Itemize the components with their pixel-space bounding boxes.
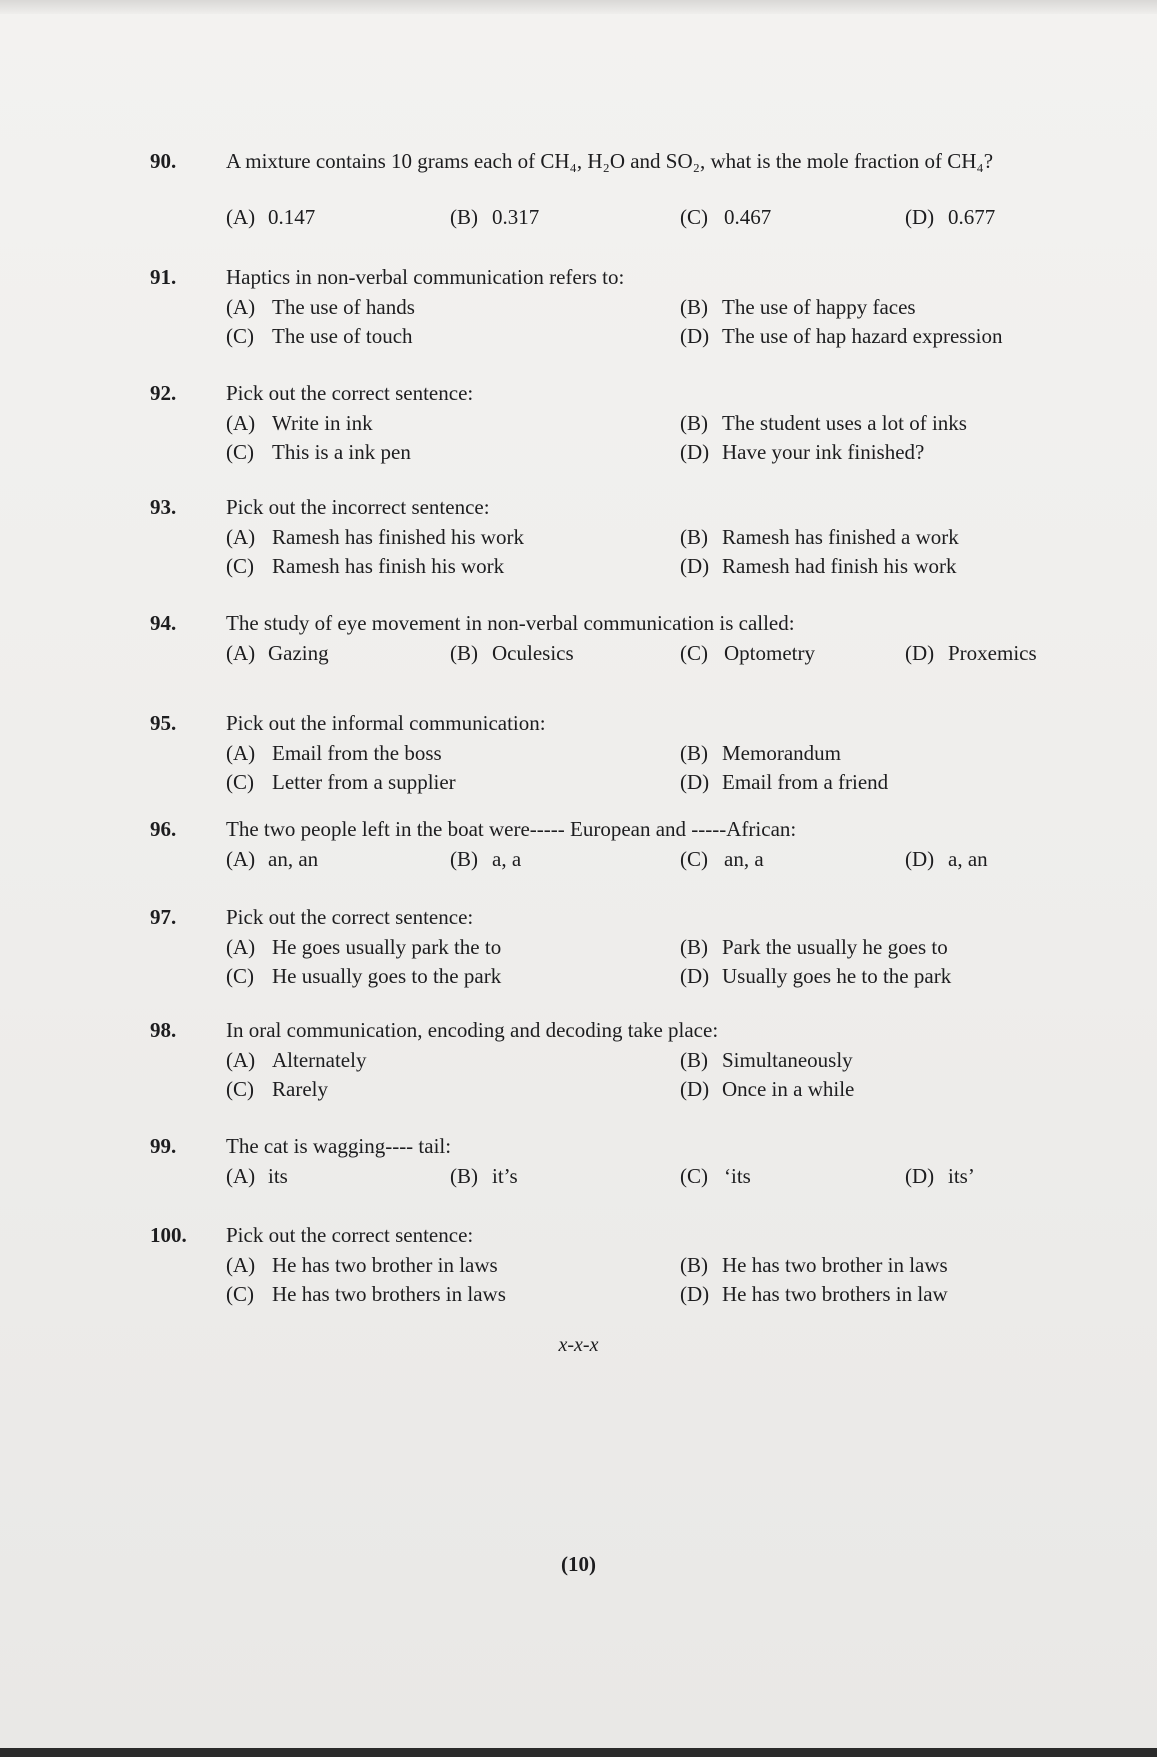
question-text: The study of eye movement in non-verbal communication is called: [226,611,795,635]
option-text: Once in a while [722,1077,855,1101]
option-label: (C) [226,324,254,348]
question-text: Pick out the incorrect sentence: [226,495,490,519]
option-text: its’ [948,1164,975,1188]
option-label: (D) [680,554,710,578]
question-number: 90. [150,149,177,173]
option-text: The use of hap hazard expression [722,324,1003,348]
question-text: The cat is wagging---- tail: [226,1134,452,1158]
option-label: (A) [226,741,256,765]
option-label: (C) [226,1077,254,1101]
option-text: The use of hands [272,295,415,319]
option-label: (A) [226,935,256,959]
question-number: 99. [150,1134,177,1158]
question-number: 98. [150,1018,177,1042]
option-text: Email from the boss [272,741,442,765]
option-label: (D) [680,1282,710,1306]
option-text: Ramesh had finish his work [722,554,957,578]
option-text: Have your ink finished? [722,440,925,464]
option-text: Optometry [724,641,815,665]
option-label: (A) [226,1164,256,1188]
option-label: (A) [226,1048,256,1072]
question-number: 94. [150,611,177,635]
option-label: (D) [680,1077,710,1101]
question-number: 91. [150,265,177,289]
option-label: (D) [905,847,935,871]
option-text: He has two brothers in laws [272,1282,506,1306]
option-label: (C) [680,1164,708,1188]
option-text: 0.677 [948,205,996,229]
option-text: This is a ink pen [272,440,411,464]
option-text: Park the usually he goes to [722,935,948,959]
page-number: (10) [561,1552,596,1576]
option-text: Oculesics [492,641,574,665]
question-text: In oral communication, encoding and decoding take place: [226,1018,719,1042]
option-text: Rarely [272,1077,328,1101]
question-number: 92. [150,381,177,405]
question-text: A mixture contains 10 grams each of CH₄, H₂O and SO₂, what is the mole fraction of CH₄? [226,149,994,173]
option-text: an, a [724,847,764,871]
option-label: (D) [905,205,935,229]
option-label: (B) [680,741,708,765]
option-label: (C) [226,1282,254,1306]
option-text: Memorandum [722,741,841,765]
option-label: (B) [680,935,708,959]
option-text: He usually goes to the park [272,964,502,988]
option-text: Ramesh has finish his work [272,554,505,578]
option-label: (C) [680,205,708,229]
option-label: (A) [226,525,256,549]
option-text: The student uses a lot of inks [722,411,967,435]
option-text: He has two brother in laws [722,1253,948,1277]
option-text: Letter from a supplier [272,770,456,794]
option-text: a, an [948,847,988,871]
question-text: Pick out the correct sentence: [226,381,474,405]
option-text: Ramesh has finished his work [272,525,524,549]
scan-bottom-edge [0,1748,1157,1757]
question-text: Pick out the informal communication: [226,711,546,735]
option-label: (A) [226,847,256,871]
option-text: He has two brothers in law [722,1282,948,1306]
option-text: He has two brother in laws [272,1253,498,1277]
question-number: 97. [150,905,177,929]
option-label: (B) [680,525,708,549]
option-text: 0.317 [492,205,540,229]
option-label: (A) [226,641,256,665]
option-label: (C) [680,641,708,665]
question-text: Pick out the correct sentence: [226,905,474,929]
option-text: a, a [492,847,522,871]
option-label: (A) [226,205,256,229]
option-label: (B) [680,295,708,319]
option-text: Write in ink [272,411,373,435]
option-text: Proxemics [948,641,1037,665]
question-number: 93. [150,495,177,519]
option-label: (A) [226,1253,256,1277]
option-text: The use of touch [272,324,413,348]
option-label: (D) [680,964,710,988]
option-label: (C) [226,770,254,794]
option-label: (B) [680,411,708,435]
option-text: Simultaneously [722,1048,853,1072]
scan-top-edge [0,0,1157,14]
option-label: (D) [905,1164,935,1188]
question-number: 95. [150,711,177,735]
option-label: (B) [680,1253,708,1277]
end-mark: x-x-x [558,1334,599,1356]
option-text: 0.147 [268,205,316,229]
option-text: an, an [268,847,319,871]
option-label: (C) [680,847,708,871]
option-text: Ramesh has finished a work [722,525,959,549]
option-text: its [268,1164,288,1188]
option-label: (B) [680,1048,708,1072]
question-text: Pick out the correct sentence: [226,1223,474,1247]
question-number: 100. [150,1223,187,1247]
option-text: He goes usually park the to [272,935,502,959]
option-label: (D) [680,440,710,464]
option-text: Email from a friend [722,770,889,794]
option-text: Alternately [272,1048,367,1072]
question-text: Haptics in non-verbal communication refers to: [226,265,625,289]
option-label: (D) [905,641,935,665]
option-text: 0.467 [724,205,772,229]
option-text: ‘its [724,1164,751,1188]
option-text: Usually goes he to the park [722,964,952,988]
option-label: (C) [226,554,254,578]
option-text: Gazing [268,641,329,665]
option-text: it’s [492,1164,518,1188]
option-label: (B) [450,1164,478,1188]
option-text: The use of happy faces [722,295,916,319]
option-label: (B) [450,205,478,229]
option-label: (B) [450,641,478,665]
option-label: (C) [226,964,254,988]
option-label: (A) [226,295,256,319]
option-label: (B) [450,847,478,871]
question-number: 96. [150,817,177,841]
option-label: (D) [680,770,710,794]
option-label: (D) [680,324,710,348]
option-label: (A) [226,411,256,435]
option-label: (C) [226,440,254,464]
question-text: The two people left in the boat were----- European and -----African: [226,817,797,841]
